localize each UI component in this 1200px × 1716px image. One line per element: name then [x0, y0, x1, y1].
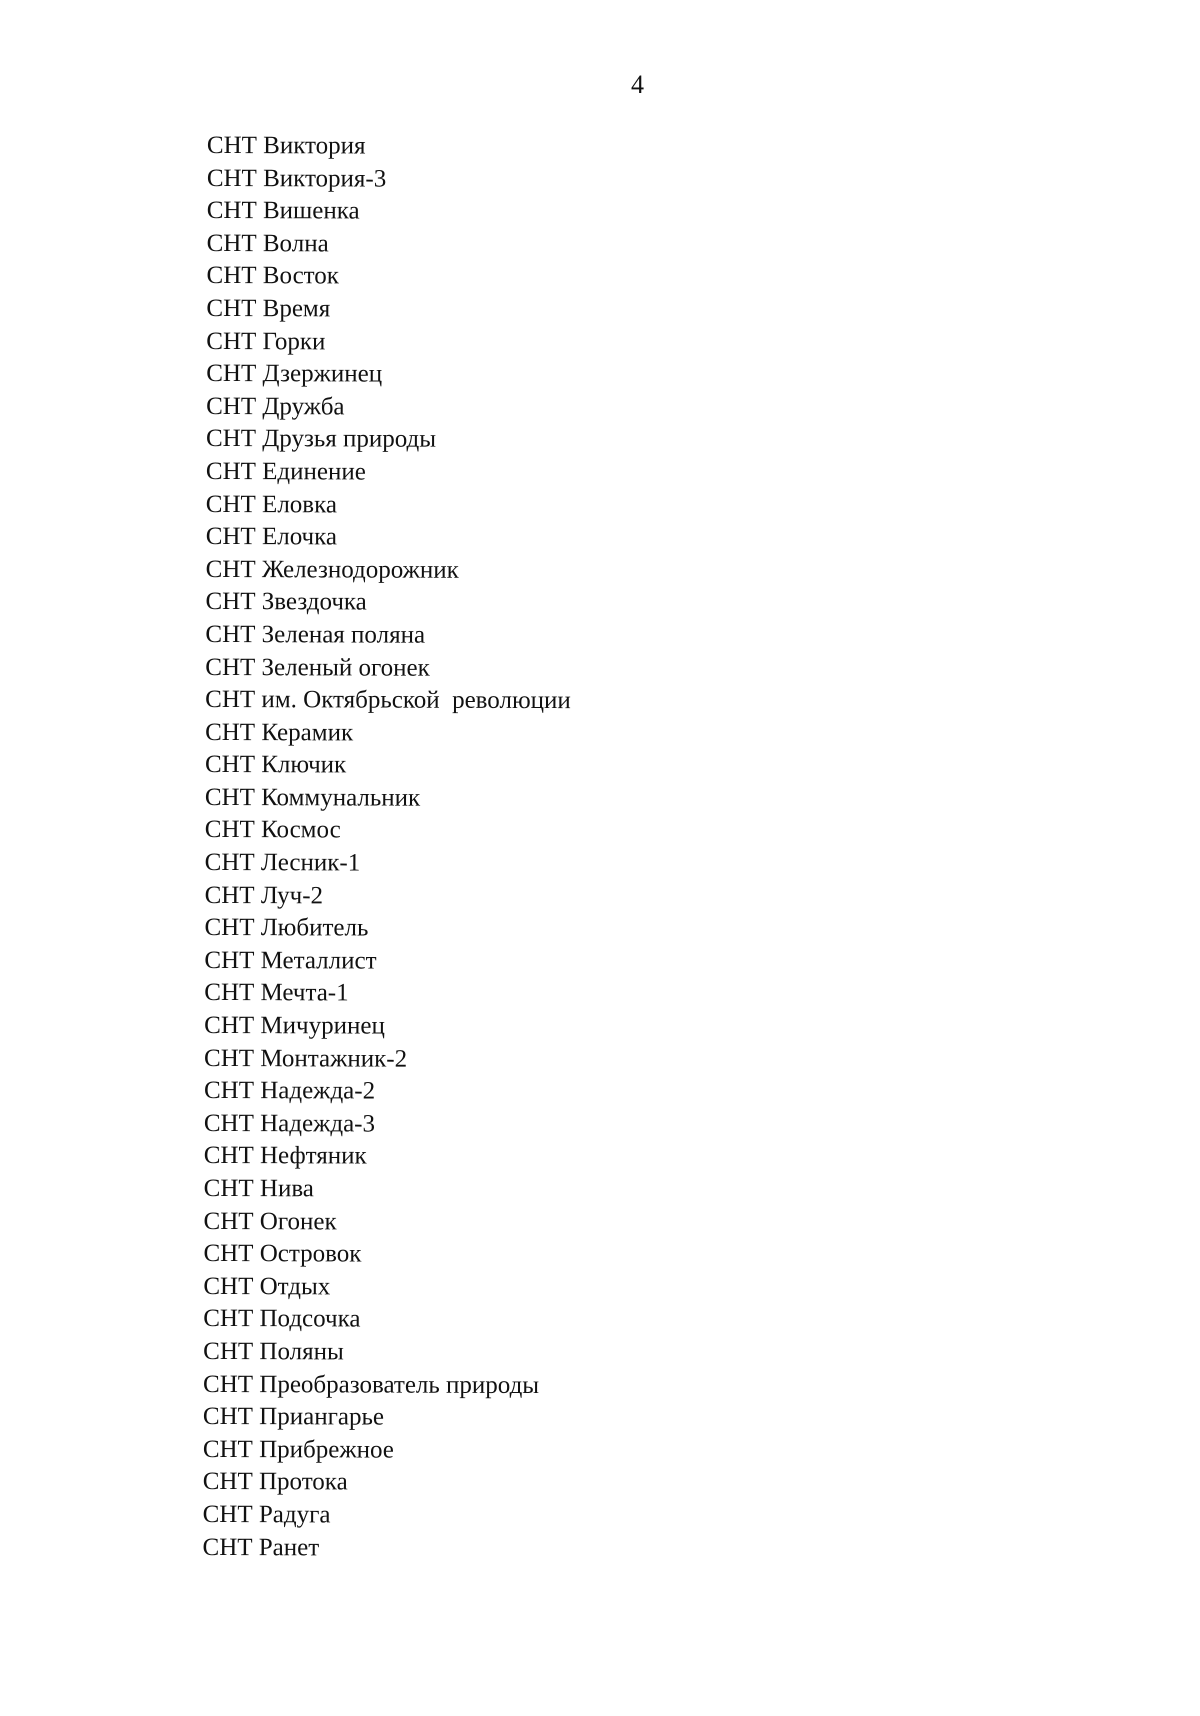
list-item: СНТ Отдых	[203, 1272, 331, 1301]
list-item: СНТ Нива	[203, 1174, 314, 1203]
list-item: СНТ Надежда-2	[203, 1077, 376, 1105]
list-item: СНТ Зеленый огонек	[205, 653, 430, 682]
list-item: СНТ Огонек	[203, 1207, 337, 1236]
list-item: СНТ Металлист	[204, 946, 377, 975]
list-item: СНТ им. Октябрьской революции	[205, 686, 571, 715]
list-item: СНТ Радуга	[202, 1500, 331, 1529]
list-item: СНТ Мечта-1	[204, 979, 349, 1007]
page-number: 4	[631, 70, 644, 99]
list-item: СНТ Луч-2	[204, 881, 324, 910]
list-item: СНТ Зеленая поляна	[205, 620, 426, 649]
list-item: СНТ Звездочка	[205, 588, 367, 616]
list-item: СНТ Протока	[202, 1468, 348, 1496]
list-item: СНТ Железнодорожник	[205, 555, 459, 584]
list-item: СНТ Приангарье	[202, 1403, 385, 1431]
list-item: СНТ Ключик	[204, 751, 347, 779]
list-item: СНТ Преобразователь природы	[203, 1370, 540, 1399]
list-item: СНТ Единение	[205, 457, 366, 486]
list-item: СНТ Елочка	[205, 523, 338, 551]
list-item: СНТ Волна	[206, 229, 329, 258]
list-item: СНТ Монтажник-2	[204, 1044, 408, 1073]
list-item: СНТ Керамик	[205, 718, 354, 747]
list-item: СНТ Прибрежное	[202, 1435, 394, 1464]
list-item: СНТ Надежда-3	[203, 1109, 376, 1138]
list-item: СНТ Коммунальник	[204, 783, 421, 812]
list-item: СНТ Поляны	[203, 1337, 344, 1366]
list-item: СНТ Еловка	[205, 490, 338, 518]
list-item: СНТ Нефтяник	[203, 1142, 367, 1170]
list-item: СНТ Космос	[204, 816, 341, 844]
list-item: СНТ Дзержинец	[206, 360, 383, 388]
list-item: СНТ Мичуринец	[204, 1012, 385, 1040]
list-item: СНТ Дружба	[206, 392, 345, 421]
list-item: СНТ Ранет	[202, 1533, 320, 1561]
organization-list	[202, 130, 572, 1565]
list-item: СНТ Любитель	[204, 914, 369, 942]
list-item: СНТ Подсочка	[203, 1305, 361, 1333]
list-item: СНТ Лесник-1	[204, 849, 361, 877]
list-item: СНТ Друзья природы	[205, 425, 437, 454]
list-item: СНТ Горки	[206, 327, 326, 355]
list-item: СНТ Время	[206, 294, 331, 323]
list-item: СНТ Виктория-3	[206, 164, 387, 193]
list-item: СНТ Восток	[206, 262, 339, 290]
list-item: СНТ Виктория	[206, 131, 366, 160]
list-item: СНТ Островок	[203, 1240, 362, 1268]
list-item: СНТ Вишенка	[206, 197, 360, 225]
